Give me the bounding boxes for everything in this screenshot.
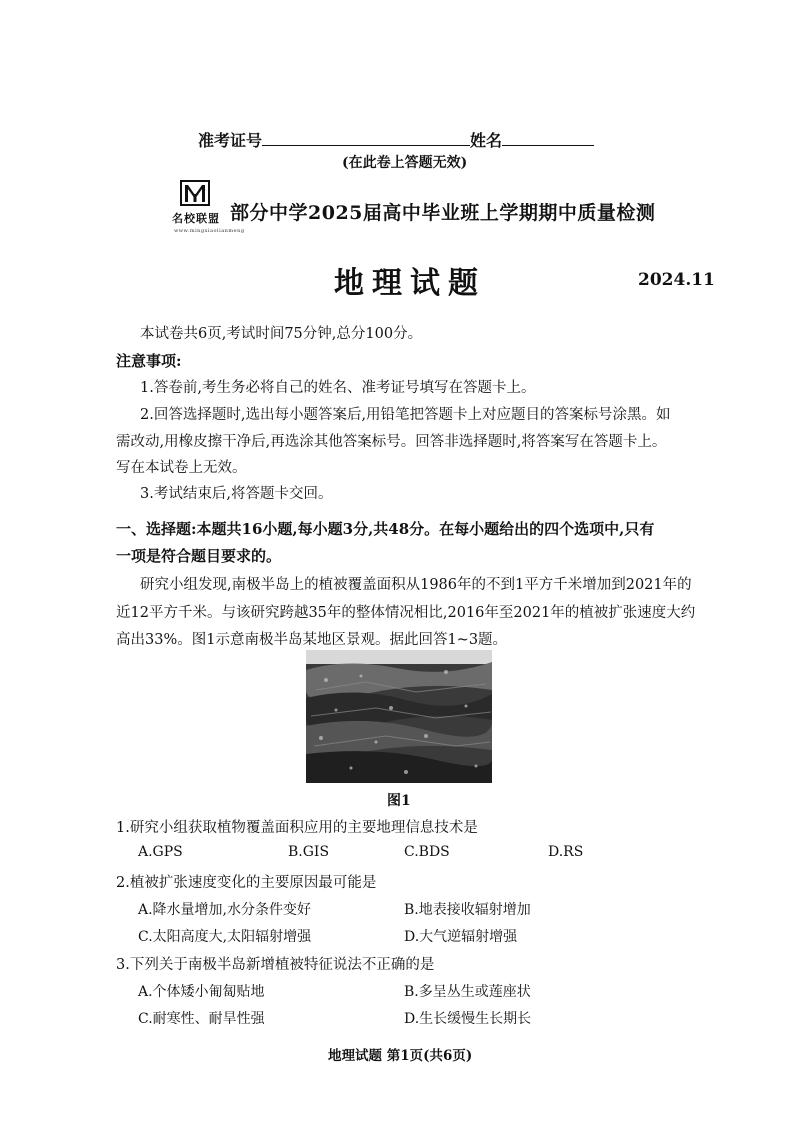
question-option: D.生长缓慢生长期长 <box>404 1011 532 1027</box>
question-option: C.太阳高度大,太阳辐射增强 <box>138 929 312 945</box>
figure-caption: 图1 <box>387 793 411 809</box>
question-option: D.RS <box>548 844 584 860</box>
question-stem: 3.下列关于南极半岛新增植被特征说法不正确的是 <box>116 957 435 973</box>
notice-item: 写在本试卷上无效。 <box>116 460 247 476</box>
exam-id-label: 准考证号 <box>198 131 263 150</box>
exam-id-blank <box>262 129 470 146</box>
exam-title: 部分中学2025届高中毕业班上学期期中质量检测 <box>230 202 656 224</box>
section-heading: 一项是符合题目要求的。 <box>116 547 282 565</box>
page-footer: 地理试题 第1页(共6页) <box>328 1048 473 1064</box>
question-option: B.地表接收辐射增加 <box>404 902 531 918</box>
question-option: A.降水量增加,水分条件变好 <box>138 902 312 918</box>
question-option: C.耐寒性、耐旱性强 <box>138 1011 265 1027</box>
invalid-note: (在此卷上答题无效) <box>342 155 468 171</box>
question-option: A.GPS <box>138 844 183 860</box>
section-heading: 一、选择题:本题共16小题,每小题3分,共48分。在每小题给出的四个选项中,只有 <box>116 520 655 538</box>
question-option: D.大气逆辐射增强 <box>404 929 518 945</box>
exam-intro: 本试卷共6页,考试时间75分钟,总分100分。 <box>140 326 423 342</box>
registration-line <box>198 128 594 151</box>
passage-line: 高出33%。图1示意南极半岛某地区景观。据此回答1~3题。 <box>116 632 508 648</box>
alliance-logo <box>172 180 245 242</box>
logo-mark-icon <box>180 180 210 206</box>
passage-line: 研究小组发现,南极半岛上的植被覆盖面积从1986年的不到1平方千米增加到2021年的 <box>140 577 692 593</box>
question-option: A.个体矮小匍匐贴地 <box>138 984 265 1000</box>
antarctic-landscape-photo <box>306 650 492 783</box>
question-option: B.多呈丛生或莲座状 <box>404 984 531 1000</box>
logo-url: www.mingxiaolianmeng <box>174 228 245 234</box>
question-option: C.BDS <box>404 844 450 860</box>
notice-item: 需改动,用橡皮擦干净后,再选涂其他答案标号。回答非选择题时,将答案写在答题卡上。 <box>116 434 667 450</box>
notice-item: 3.考试结束后,将答题卡交回。 <box>140 486 333 502</box>
notice-item: 2.回答选择题时,选出每小题答案后,用铅笔把答题卡上对应题目的答案标号涂黑。如 <box>140 407 671 423</box>
subject-title: 地理试题 <box>334 266 486 301</box>
passage-line: 近12平方千米。与该研究跨越35年的整体情况相比,2016年至2021年的植被扩张速度大约 <box>116 605 696 621</box>
notice-title: 注意事项: <box>116 352 182 370</box>
exam-date: 2024.11 <box>638 270 715 290</box>
logo-name: 名校联盟 <box>172 212 220 225</box>
notice-item: 1.答卷前,考生务必将自己的姓名、准考证号填写在答题卡上。 <box>140 380 536 396</box>
question-option: B.GIS <box>288 844 330 860</box>
name-label: 姓名 <box>470 131 503 150</box>
question-stem: 1.研究小组获取植物覆盖面积应用的主要地理信息技术是 <box>116 820 478 836</box>
question-stem: 2.植被扩张速度变化的主要原因最可能是 <box>116 875 377 891</box>
name-blank <box>502 129 594 146</box>
